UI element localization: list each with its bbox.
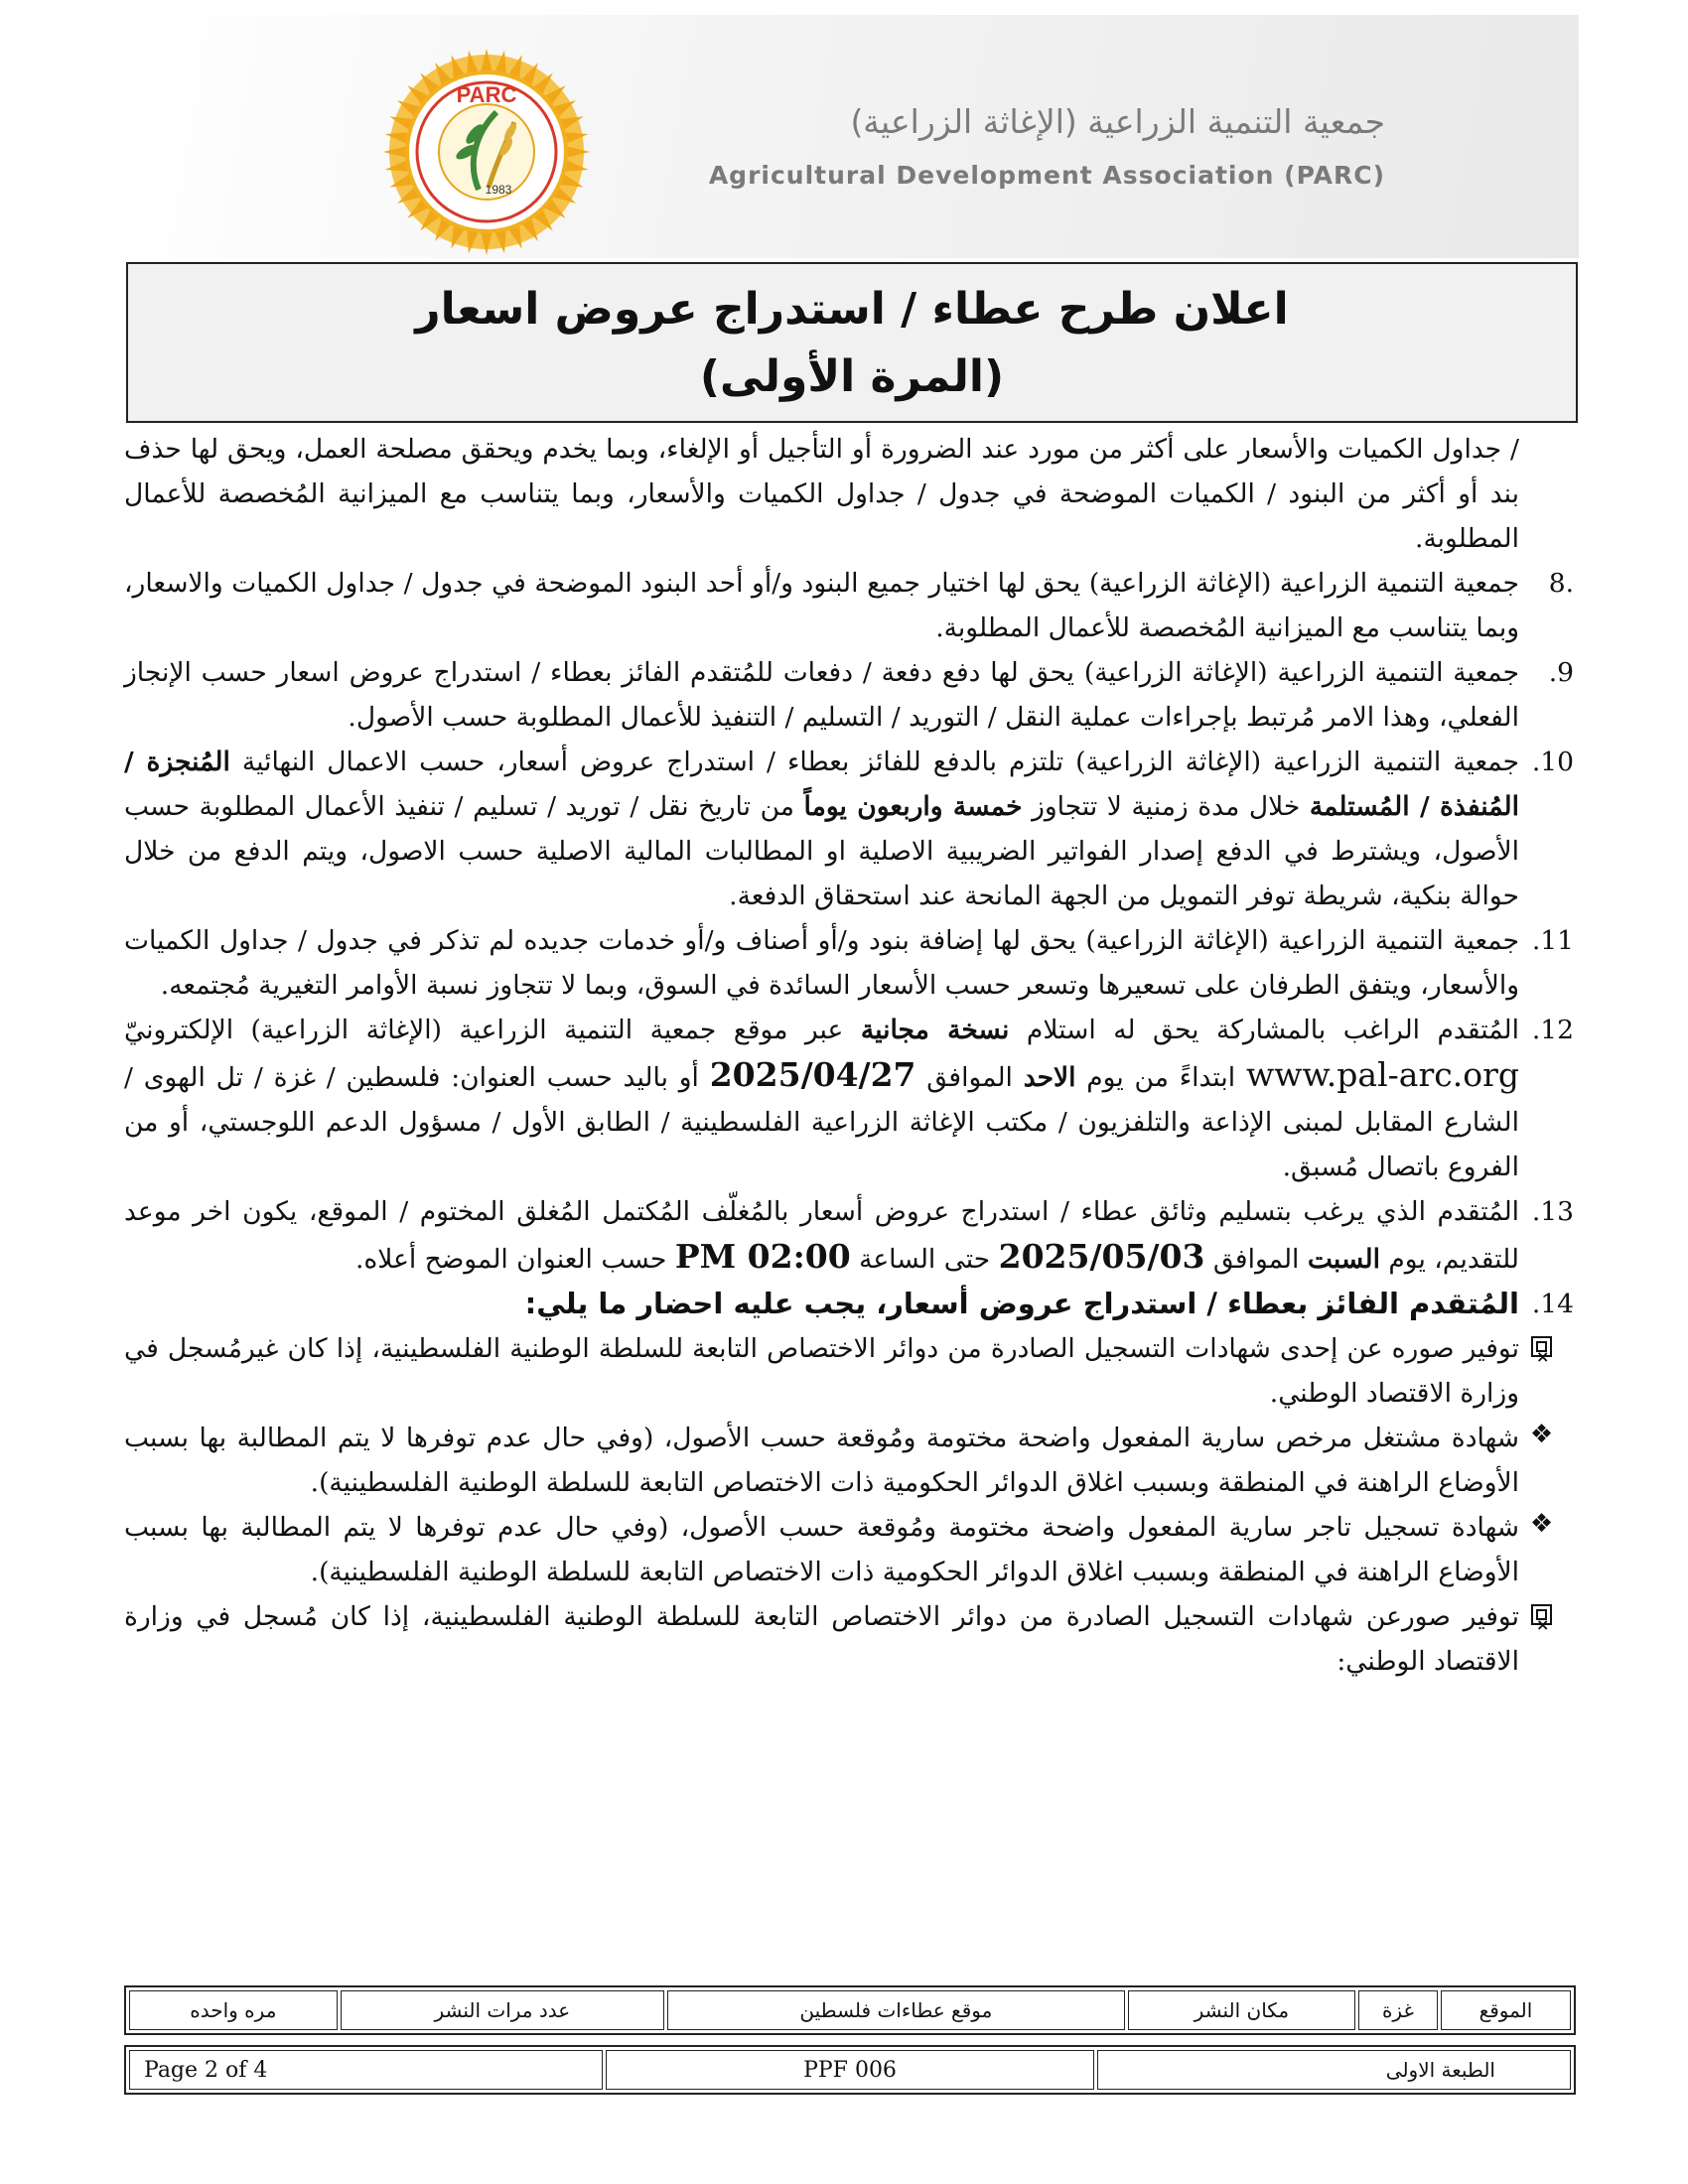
free-copy-label: نسخة مجانية [860, 1015, 1010, 1045]
term-text-part: عبر موقع جمعية التنمية الزراعية (الإغاثة الزراعية) الإلكترونيّ [124, 1015, 861, 1045]
edition-label: الطبعة الاولى [1097, 2050, 1571, 2090]
deadline-day: السبت [1307, 1244, 1380, 1275]
document-code: PPF 006 [606, 2050, 1094, 2090]
term-text: جمعية التنمية الزراعية (الإغاثة الزراعية) يحق لها اختيار جميع البنود و/أو أحد البنود الموضحة في جدول / جداول الكميات والاسعار، وبما يتناسب مع الميزانية المُخصصة للأعمال المطلوبة. [124, 568, 1519, 643]
announcement-title-box [126, 262, 1578, 423]
term-item-10 [124, 740, 1574, 918]
letterhead [129, 15, 1579, 258]
checkbox-icon [1519, 1326, 1564, 1357]
footer-cell: الموقع [1441, 1990, 1571, 2030]
page-number: Page 2 of 4 [129, 2050, 603, 2090]
term-text [124, 740, 1519, 918]
term-text-part: من تاريخ نقل / توريد / تسليم / تنفيذ الأعمال المطلوبة حسب الأصول، ويشترط في الدفع إصدار الفواتير الضريبية الاصلية او المطالبات المالية الاصلية حسب الاصول، ويتم الدفع من خلال حوالة بنكية، شريطة توفر التمويل من الجهة المانحة عند استحقاق الدفعة. [124, 791, 1519, 911]
term-text-part: خلال مدة زمنية لا تتجاوز [1022, 791, 1310, 822]
requirement-item [124, 1326, 1564, 1416]
term-number: .11 [1531, 925, 1574, 956]
deadline-time: 02:00 PM [674, 1237, 851, 1276]
term-item-13 [124, 1189, 1574, 1282]
payment-period: خمسة واربعون يوماً [803, 791, 1023, 822]
terms-body [124, 427, 1574, 1684]
term-text-part: حسب العنوان الموضح أعلاه. [354, 1244, 675, 1275]
term-number: .12 [1531, 1015, 1574, 1045]
announcement-subtitle: (المرة الأولى) [699, 351, 1005, 402]
term-text [124, 1189, 1519, 1282]
checkbox-icon [1519, 1594, 1564, 1625]
term-number: .10 [1531, 747, 1574, 777]
requirement-text: شهادة مشتغل مرخص سارية المفعول واضحة مختومة ومُوقعة حسب الأصول، (وفي حال عدم توفرها لا يتم المطالبة بها بسبب الأوضاع الراهنة في المنطقة وبسبب اغلاق الدوائر الحكومية ذات الاختصاص التابعة للسلطة الوطنية الفلسطينية). [124, 1423, 1519, 1498]
org-name-english: Agricultural Development Association (PARC) [708, 161, 1385, 190]
footer-cell: مكان النشر [1128, 1990, 1355, 2030]
deadline-date: 2025/05/03 [998, 1237, 1205, 1276]
publication-info-table [124, 1985, 1576, 2035]
requirement-item [124, 1416, 1564, 1505]
continued-paragraph [124, 427, 1519, 561]
term-text-part: ابتداءً من يوم [1075, 1062, 1246, 1093]
term-item-11 [124, 918, 1574, 1008]
parc-logo [338, 45, 635, 263]
term-text [124, 1008, 1519, 1189]
requirement-text: توفير صورعن شهادات التسجيل الصادرة من دوائر الاختصاص التابعة للسلطة الوطنية الفلسطينية، إذا كان مُسجل في وزارة الاقتصاد الوطني: [124, 1601, 1519, 1677]
logo-parc-text: PARC [456, 82, 517, 107]
start-date: 2025/04/27 [709, 1055, 916, 1094]
requirement-item [124, 1594, 1564, 1684]
footer-cell: غزة [1358, 1990, 1438, 2030]
term-text-part: الموافق [915, 1062, 1024, 1093]
term-text: جمعية التنمية الزراعية (الإغاثة الزراعية) يحق لها إضافة بنود و/أو أصناف و/أو خدمات جديده لم تذكر في جدول / جداول الكميات والأسعار، ويتفق الطرفان على تسعيرها وتسعر حسب الأسعار السائدة في السوق، وبما لا تتجاوز نسبة الأوامر التغيرية مُجتمعه. [124, 925, 1519, 1001]
intro-line-2: ويحق لها حذف بند أو أكثر من البنود / الكميات الموضحة في جدول / جداول الكميات والأسعار، وبما يتناسب مع [124, 434, 1519, 509]
term-text-part: المُتقدم الراغب بالمشاركة يحق له استلام [1009, 1015, 1519, 1045]
intro-line-3: الميزانية المُخصصة للأعمال المطلوبة. [124, 478, 1519, 554]
term-text-part: أو باليد حسب العنوان: فلسطين / غزة / تل الهوى / الشارع المقابل لمبنى الإذاعة والتلفزيون / مكتب الإغاثة الزراعية الفلسطينية / الطابق الأول / مسؤول الدعم اللوجستي، أو من الفروع باتصال مُسبق. [124, 1062, 1519, 1182]
intro-line-1: / جداول الكميات والأسعار على أكثر من مورد عند الضرورة أو التأجيل أو الإلغاء، وبما يخدم ويحقق مصلحة العمل، [295, 434, 1519, 465]
term-item-8 [124, 561, 1574, 650]
requirement-text: توفير صوره عن إحدى شهادات التسجيل الصادرة من دوائر الاختصاص التابعة للسلطة الوطنية الفلسطينية، إذا كان غيرمُسجل في وزارة الاقتصاد الوطني. [124, 1333, 1519, 1409]
requirement-text: شهادة تسجيل تاجر سارية المفعول واضحة مختومة ومُوقعة حسب الأصول، (وفي حال عدم توفرها لا يتم المطالبة بها بسبب الأوضاع الراهنة في المنطقة وبسبب اغلاق الدوائر الحكومية ذات الاختصاص التابعة للسلطة الوطنية الفلسطينية). [124, 1512, 1519, 1587]
term-item-14 [124, 1282, 1574, 1326]
org-name-arabic: جمعية التنمية الزراعية (الإغاثة الزراعية) [850, 102, 1385, 141]
requirement-item [124, 1505, 1564, 1594]
footer-cell: موقع عطاءات فلسطين [667, 1990, 1125, 2030]
term-emphasis: المُنجزة / المُنفذة / المُستلمة [124, 747, 1519, 822]
website-link[interactable]: www.pal-arc.org [1245, 1055, 1519, 1094]
term-text-part: حتى الساعة [850, 1244, 999, 1275]
start-day: الاحد [1023, 1062, 1076, 1093]
term-number: .13 [1531, 1196, 1574, 1227]
term-text: جمعية التنمية الزراعية (الإغاثة الزراعية) يحق لها دفع دفعة / دفعات للمُتقدم الفائز بعطاء / استدراج عروض اسعار حسب الإنجاز الفعلي، وهذا الامر مُرتبط بإجراءات عملية النقل / التوريد / التسليم / التنفيذ للأعمال المطلوبة حسب الأصول. [124, 657, 1519, 733]
term-number: .14 [1531, 1289, 1574, 1319]
term-number: 8. [1548, 568, 1574, 599]
term-text-part: جمعية التنمية الزراعية (الإغاثة الزراعية) تلتزم بالدفع للفائز بعطاء / استدراج عروض أسعار، حسب الاعمال النهائية [229, 747, 1520, 777]
term-item-12 [124, 1008, 1574, 1189]
document-info-table [124, 2045, 1576, 2095]
term-text: المُتقدم الفائز بعطاء / استدراج عروض أسعار، يجب عليه احضار ما يلي: [524, 1287, 1519, 1320]
announcement-title: اعلان طرح عطاء / استدراج عروض اسعار [415, 284, 1289, 335]
term-number: .9 [1548, 657, 1574, 688]
term-item-9 [124, 650, 1574, 740]
footer-cell: مره واحده [129, 1990, 338, 2030]
logo-year: 1983 [485, 183, 512, 197]
footer-cell: عدد مرات النشر [341, 1990, 664, 2030]
term-text-part: المُتقدم الذي يرغب بتسليم وثائق عطاء / استدراج عروض أسعار بالمُغلّف المُكتمل المُغلق المختوم / الموقع، يكون اخر موعد للتقديم، يوم [124, 1196, 1519, 1275]
term-text-part: الموافق [1204, 1244, 1308, 1275]
diamond-bullet-icon: ❖ [1529, 1509, 1554, 1539]
diamond-bullet-icon: ❖ [1529, 1420, 1554, 1449]
